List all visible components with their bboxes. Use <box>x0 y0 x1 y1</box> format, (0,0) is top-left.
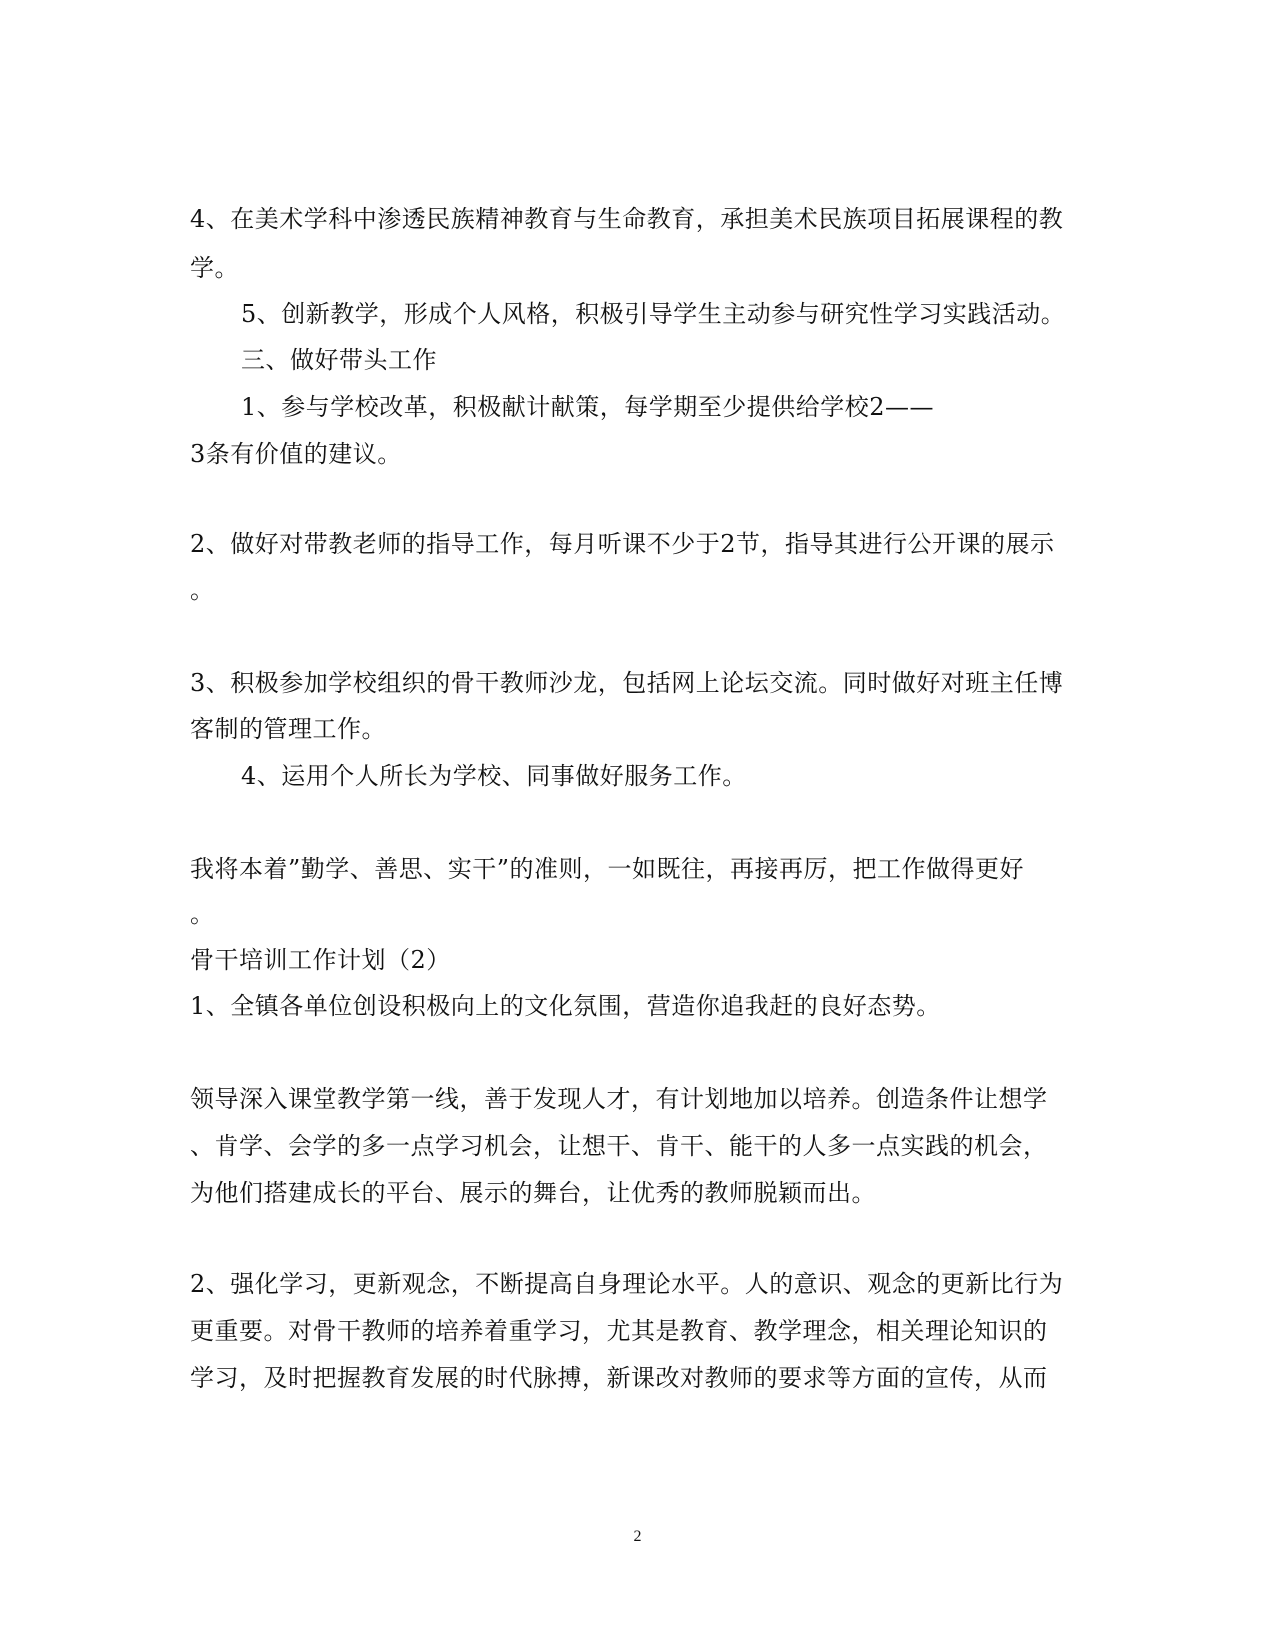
text-line: 更重要。对骨干教师的培养着重学习，尤其是教育、教学理念，相关理论知识的 <box>190 1317 1048 1345</box>
text-line: 1、全镇各单位创设积极向上的文化氛围，营造你追我赶的良好态势。 <box>190 992 941 1020</box>
text-line: 5、创新教学，形成个人风格，积极引导学生主动参与研究性学习实践活动。 <box>241 300 1066 328</box>
text-line: 学。 <box>190 254 239 282</box>
text-line: 1、参与学校改革，积极献计献策，每学期至少提供给学校2—— <box>241 393 935 421</box>
text-line: 4、在美术学科中渗透民族精神教育与生命教育，承担美术民族项目拓展课程的教 <box>190 205 1064 233</box>
text-line: 客制的管理工作。 <box>190 715 386 743</box>
text-line: 领导深入课堂教学第一线，善于发现人才，有计划地加以培养。创造条件让想学 <box>190 1085 1048 1113</box>
text-line: 学习，及时把握教育发展的时代脉搏，新课改对教师的要求等方面的宣传，从而 <box>190 1364 1048 1392</box>
text-line: 。 <box>190 900 215 928</box>
text-line: 、肯学、会学的多一点学习机会，让想干、肯干、能干的人多一点实践的机会， <box>190 1132 1048 1160</box>
page-number: 2 <box>633 1528 642 1545</box>
text-line: 为他们搭建成长的平台、展示的舞台，让优秀的教师脱颖而出。 <box>190 1179 876 1207</box>
section-heading: 三、做好带头工作 <box>241 346 437 374</box>
text-line: 3、积极参加学校组织的骨干教师沙龙，包括网上论坛交流。同时做好对班主任博 <box>190 669 1064 697</box>
text-line: 我将本着”勤学、善思、实干”的准则，一如既往，再接再厉，把工作做得更好 <box>190 855 1025 883</box>
section-title: 骨干培训工作计划（2） <box>190 946 451 974</box>
text-line: 2、强化学习，更新观念，不断提高自身理论水平。人的意识、观念的更新比行为 <box>190 1270 1064 1298</box>
text-line: 2、做好对带教老师的指导工作，每月听课不少于2节，指导其进行公开课的展示 <box>190 530 1055 558</box>
text-line: 3条有价值的建议。 <box>190 440 402 468</box>
text-line: 。 <box>190 576 215 604</box>
text-line: 4、运用个人所长为学校、同事做好服务工作。 <box>241 762 747 790</box>
